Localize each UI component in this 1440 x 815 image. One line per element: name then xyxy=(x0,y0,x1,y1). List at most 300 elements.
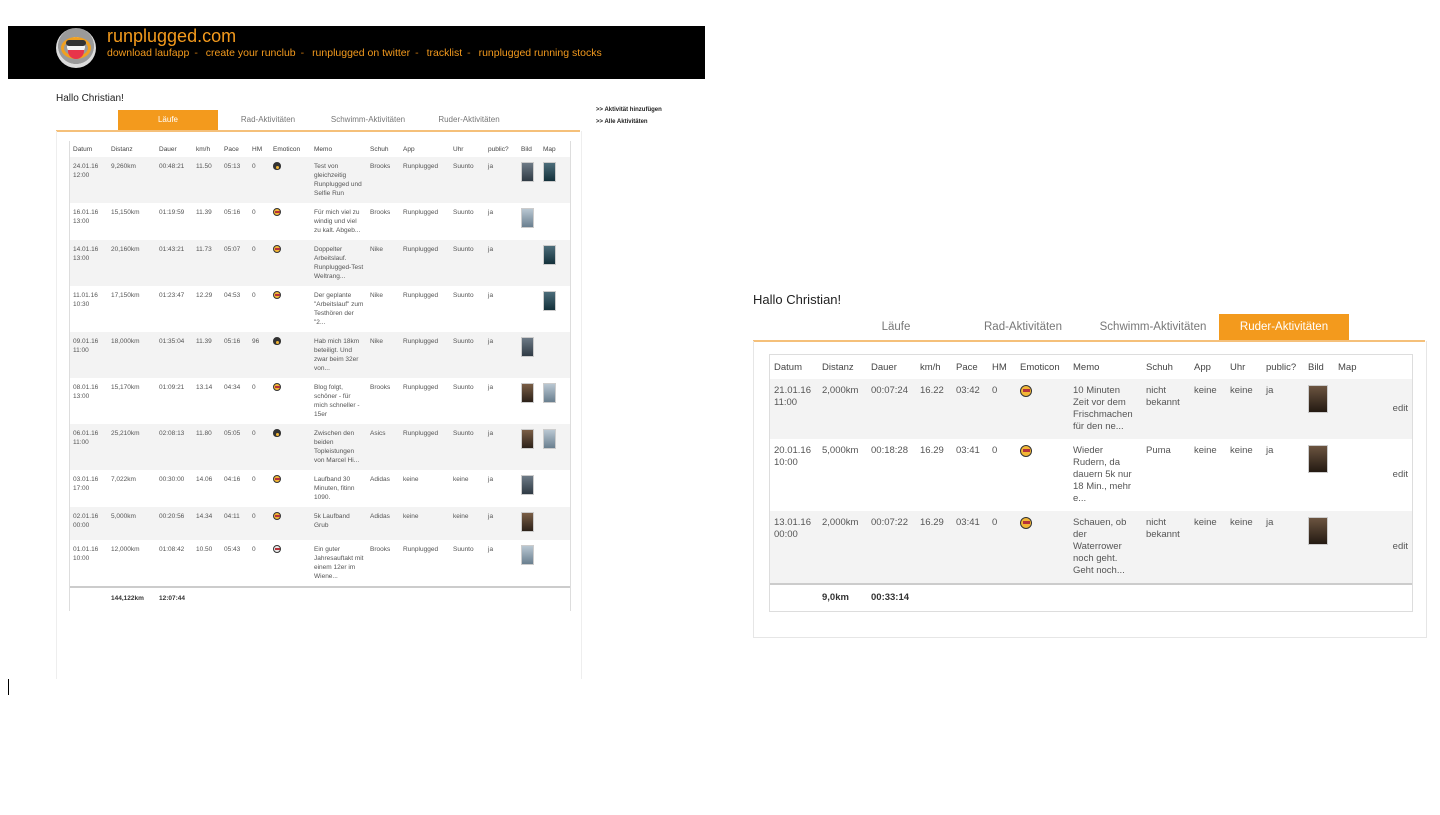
cell-kmh: 11.80 xyxy=(193,424,221,470)
cell-kmh: 11.50 xyxy=(193,157,221,203)
tab-rad-right[interactable]: Rad-Aktivitäten xyxy=(984,321,1062,333)
cell-pub: ja xyxy=(488,384,494,391)
cell-pub: ja xyxy=(485,157,518,203)
photo-thumbnail-icon[interactable] xyxy=(521,512,534,532)
emoticon-icon xyxy=(1020,385,1032,397)
cell-image xyxy=(518,424,540,470)
cell-image xyxy=(518,240,540,286)
column-header[interactable]: Memo xyxy=(1073,362,1100,373)
cell-dist: 2,000km xyxy=(818,511,867,584)
cell-watch: keine xyxy=(453,476,469,483)
cell-map xyxy=(540,540,570,587)
total-distance: 144,122km xyxy=(108,587,156,611)
cell-hm: 0 xyxy=(988,379,1016,439)
cell-dur: 01:35:04 xyxy=(156,332,193,378)
table-row[interactable] xyxy=(70,507,570,540)
photo-thumbnail-icon[interactable] xyxy=(521,208,534,228)
column-header[interactable]: App xyxy=(1194,362,1211,373)
cell-date: 20.01.16 10:00 xyxy=(774,445,811,468)
cell-map xyxy=(540,507,570,540)
column-header[interactable]: Schuh xyxy=(1146,362,1173,373)
cell-watch: Suunto xyxy=(453,209,474,216)
cell-memo: Hab mich 18km beteiligt. Und zwar beim 32er von... xyxy=(311,332,367,378)
total-spacer xyxy=(1142,584,1190,611)
cell-kmh: 16.29 xyxy=(920,445,944,456)
cell-dist: 5,000km xyxy=(108,507,156,540)
emoticon-icon xyxy=(273,383,281,391)
edit-link[interactable]: edit xyxy=(1392,469,1408,480)
cell-pace: 04:34 xyxy=(224,384,241,391)
column-header[interactable]: Bild xyxy=(521,146,532,153)
edit-link[interactable]: edit xyxy=(1392,541,1408,552)
photo-thumbnail-icon[interactable] xyxy=(521,162,534,182)
cell-shoe: Adidas xyxy=(367,507,400,540)
cell-hm: 0 xyxy=(249,240,270,286)
column-header[interactable]: Pace xyxy=(224,146,239,153)
cell-watch: Suunto xyxy=(450,240,485,286)
cell-shoe: Puma xyxy=(1146,445,1171,456)
cell-date: 14.01.16 13:00 xyxy=(70,240,108,286)
map-thumbnail-icon[interactable] xyxy=(543,383,556,403)
cell-dur: 00:30:00 xyxy=(159,476,185,483)
site-nav: download laufapp - create your runclub - runplugged on twitter - tracklist - runplugged running stocks xyxy=(107,47,602,59)
cell-watch: Suunto xyxy=(453,546,474,553)
cell-date: 02.01.16 00:00 xyxy=(70,507,108,540)
table-header-right xyxy=(770,355,1412,379)
cell-pace: 05:43 xyxy=(224,546,241,553)
cell-shoe: Asics xyxy=(367,424,400,470)
cell-emoticon xyxy=(1016,379,1069,439)
cell-date: 21.01.16 11:00 xyxy=(770,379,818,439)
tab-ruder-right[interactable]: Ruder-Aktivitäten xyxy=(1219,314,1349,340)
cell-date: 09.01.16 11:00 xyxy=(70,332,108,378)
total-spacer xyxy=(1262,584,1304,611)
cell-watch: Suunto xyxy=(450,157,485,203)
cell-emoticon xyxy=(270,424,311,470)
cell-shoe: Brooks xyxy=(370,546,391,553)
cell-hm: 0 xyxy=(992,445,998,456)
all-activities-link[interactable]: >> Alle Aktivitäten xyxy=(596,119,648,125)
tab-schwimm-right[interactable]: Schwimm-Aktivitäten xyxy=(1099,321,1207,333)
site-header xyxy=(8,26,705,79)
cell-emoticon xyxy=(270,378,311,424)
column-header[interactable]: Dauer xyxy=(159,146,177,153)
cell-pace: 05:05 xyxy=(221,424,249,470)
total-spacer xyxy=(367,587,400,611)
cell-map xyxy=(540,470,570,507)
photo-thumbnail-icon[interactable] xyxy=(1308,385,1328,413)
cell-emoticon xyxy=(270,286,311,332)
cell-kmh: 13.14 xyxy=(196,384,213,391)
cell-map xyxy=(540,286,570,332)
table-row[interactable] xyxy=(70,424,570,470)
cell-shoe: nicht bekannt xyxy=(1142,511,1190,584)
cell-watch: keine xyxy=(450,507,485,540)
emoticon-icon xyxy=(1020,517,1032,529)
greeting: Hallo Christian! xyxy=(56,93,124,104)
cell-memo: Wieder Rudern, da dauern 5k nur 18 Min., mehr e... xyxy=(1073,445,1132,504)
cell-map xyxy=(540,424,570,470)
cell-date: 01.01.16 10:00 xyxy=(73,546,99,562)
map-thumbnail-icon[interactable] xyxy=(543,429,556,449)
tab-laeufe-right[interactable]: Läufe xyxy=(881,321,911,333)
cell-pub: ja xyxy=(1266,445,1274,456)
cell-app: Runplugged xyxy=(400,157,450,203)
cell-dist: 18,000km xyxy=(108,332,156,378)
cell-kmh: 12.29 xyxy=(196,292,213,299)
cell-emoticon xyxy=(270,240,311,286)
cell-emoticon xyxy=(270,203,311,240)
column-header[interactable]: Memo xyxy=(314,146,333,153)
activity-tabs-right xyxy=(753,314,1425,342)
cell-pace: 05:16 xyxy=(221,332,249,378)
cell-pub: ja xyxy=(485,507,518,540)
cell-map xyxy=(1334,379,1412,439)
total-duration: 12:07:44 xyxy=(156,587,193,611)
cell-map xyxy=(540,240,570,286)
photo-thumbnail-icon[interactable] xyxy=(521,475,534,495)
table-row[interactable] xyxy=(70,470,570,507)
photo-thumbnail-icon[interactable] xyxy=(521,545,534,565)
total-spacer xyxy=(400,587,450,611)
cell-date: 03.01.16 17:00 xyxy=(73,476,99,492)
cell-map xyxy=(540,203,570,240)
cell-dist: 9,260km xyxy=(108,157,156,203)
cell-app: Runplugged xyxy=(400,240,450,286)
activity-table-right xyxy=(769,354,1413,612)
cell-memo: Zwischen den beiden Topleistungen von Marcel Hi... xyxy=(311,424,367,470)
column-header[interactable]: HM xyxy=(992,362,1007,373)
cell-emoticon xyxy=(270,507,311,540)
map-thumbnail-icon[interactable] xyxy=(543,162,556,182)
cell-pub: ja xyxy=(488,476,494,483)
cell-emoticon xyxy=(270,470,311,507)
total-spacer xyxy=(1304,584,1334,611)
cell-image xyxy=(518,157,540,203)
cell-kmh: 11.73 xyxy=(193,240,221,286)
cell-watch: Suunto xyxy=(450,424,485,470)
cell-app: keine xyxy=(1194,445,1217,456)
photo-thumbnail-icon[interactable] xyxy=(521,383,534,403)
total-spacer xyxy=(270,587,311,611)
table-row[interactable] xyxy=(70,332,570,378)
cell-dist: 17,150km xyxy=(111,292,140,299)
cell-dist: 25,210km xyxy=(108,424,156,470)
cell-memo: Test von gleichzeitig Runplugged und Selfie Run xyxy=(311,157,367,203)
total-distance: 9,0km xyxy=(818,584,867,611)
cell-dist: 15,150km xyxy=(111,209,140,216)
column-header[interactable]: Schuh xyxy=(370,146,389,153)
cell-pace: 03:42 xyxy=(952,379,988,439)
cell-date: 06.01.16 11:00 xyxy=(70,424,108,470)
cell-dur: 00:18:28 xyxy=(871,445,908,456)
cell-image xyxy=(518,332,540,378)
cell-dist: 12,000km xyxy=(111,546,140,553)
column-header[interactable]: Dauer xyxy=(871,362,897,373)
cell-hm: 0 xyxy=(252,292,256,299)
cell-pub: ja xyxy=(488,209,494,216)
cell-kmh: 11.39 xyxy=(193,332,221,378)
cell-kmh: 16.29 xyxy=(916,511,952,584)
cell-app: Runplugged xyxy=(403,384,439,391)
tab-rad[interactable]: Rad-Aktivitäten xyxy=(240,115,296,124)
runplugged-logo-icon[interactable] xyxy=(56,28,96,68)
cell-app: keine xyxy=(400,507,450,540)
column-header[interactable]: Map xyxy=(543,146,556,153)
column-header[interactable]: km/h xyxy=(196,146,211,153)
cell-pace: 05:13 xyxy=(221,157,249,203)
cell-kmh: 14.06 xyxy=(196,476,213,483)
nav-download-laufapp[interactable]: download laufapp xyxy=(107,47,190,59)
nav-running-stocks[interactable]: runplugged running stocks xyxy=(478,47,602,59)
cell-hm: 0 xyxy=(249,157,270,203)
cell-dur: 00:48:21 xyxy=(156,157,193,203)
cell-app: keine xyxy=(1190,511,1226,584)
cell-shoe: nicht bekannt xyxy=(1142,379,1190,439)
tab-laeufe[interactable]: Läufe xyxy=(118,110,218,130)
column-header[interactable]: Emoticon xyxy=(273,146,301,153)
cell-dur: 01:08:42 xyxy=(159,546,185,553)
cell-hm: 0 xyxy=(252,384,256,391)
cell-watch: Suunto xyxy=(453,384,474,391)
column-header[interactable]: public? xyxy=(1266,362,1297,373)
cell-pace: 05:07 xyxy=(221,240,249,286)
cell-app: Runplugged xyxy=(403,292,439,299)
cell-emoticon xyxy=(1016,511,1069,584)
emoticon-icon xyxy=(273,208,281,216)
cell-app: Runplugged xyxy=(400,332,450,378)
column-header[interactable]: Bild xyxy=(1308,362,1324,373)
cell-map xyxy=(1334,511,1412,584)
cell-map xyxy=(540,332,570,378)
cell-memo: Ein guter Jahresauftakt mit einem 12er im Wiene... xyxy=(314,546,364,580)
cell-image xyxy=(1304,511,1334,584)
column-header[interactable]: Distanz xyxy=(111,146,133,153)
cell-emoticon xyxy=(270,540,311,587)
photo-thumbnail-icon[interactable] xyxy=(521,337,534,357)
column-header[interactable]: public? xyxy=(488,146,509,153)
total-spacer xyxy=(1016,584,1069,611)
cell-dur: 00:20:56 xyxy=(156,507,193,540)
text-cursor xyxy=(8,679,9,695)
cell-watch: Suunto xyxy=(450,332,485,378)
table-row[interactable] xyxy=(70,286,570,332)
cell-hm: 96 xyxy=(249,332,270,378)
total-spacer xyxy=(450,587,485,611)
emoticon-icon xyxy=(273,429,281,437)
table-row[interactable] xyxy=(770,511,1412,584)
cell-hm: 0 xyxy=(249,424,270,470)
table-row[interactable] xyxy=(70,240,570,286)
cell-image xyxy=(1304,379,1334,439)
cell-shoe: Nike xyxy=(367,240,400,286)
cell-emoticon xyxy=(270,332,311,378)
cell-image xyxy=(518,470,540,507)
emoticon-icon xyxy=(1020,445,1032,457)
total-row xyxy=(70,587,570,611)
emoticon-icon xyxy=(273,245,281,253)
emoticon-icon xyxy=(273,337,281,345)
cell-memo: Für mich viel zu windig und viel zu kalt. Abgeb... xyxy=(314,209,361,234)
cell-dist: 5,000km xyxy=(822,445,859,456)
cell-memo: 5k Laufband Grub xyxy=(311,507,367,540)
column-header[interactable]: Distanz xyxy=(822,362,854,373)
cell-app: Runplugged xyxy=(403,209,439,216)
add-activity-link[interactable]: >> Aktivität hinzufügen xyxy=(596,107,662,113)
map-thumbnail-icon[interactable] xyxy=(543,291,556,311)
cell-map xyxy=(540,157,570,203)
cell-memo: Der geplante "Arbeitslauf" zum Testhören der "2... xyxy=(314,292,364,326)
cell-hm: 0 xyxy=(252,546,256,553)
nav-twitter[interactable]: runplugged on twitter xyxy=(312,47,411,59)
activity-tabs xyxy=(56,110,580,132)
side-links xyxy=(596,104,662,128)
nav-tracklist[interactable]: tracklist xyxy=(426,47,463,59)
cell-date: 24.01.16 12:00 xyxy=(70,157,108,203)
cell-shoe: Brooks xyxy=(370,384,391,391)
column-header[interactable]: Map xyxy=(1338,362,1357,373)
table-row[interactable] xyxy=(70,157,570,203)
column-header[interactable]: km/h xyxy=(920,362,941,373)
cell-pace: 03:41 xyxy=(956,445,980,456)
column-header[interactable]: Emoticon xyxy=(1020,362,1060,373)
cell-memo: 10 Minuten Zeit vor dem Frischmachen für den ne... xyxy=(1069,379,1142,439)
table-row[interactable] xyxy=(70,540,570,587)
cell-date: 08.01.16 13:00 xyxy=(73,384,99,400)
nav-create-runclub[interactable]: create your runclub xyxy=(205,47,296,59)
cell-dur: 01:23:47 xyxy=(159,292,185,299)
tab-schwimm[interactable]: Schwimm-Aktivitäten xyxy=(330,115,406,124)
cell-pub: ja xyxy=(485,332,518,378)
emoticon-icon xyxy=(273,475,281,483)
activity-table xyxy=(69,141,571,611)
column-header[interactable]: Uhr xyxy=(1230,362,1246,373)
cell-app: keine xyxy=(1190,379,1226,439)
cell-memo: Blog folgt, schöner - für mich schneller - 15er xyxy=(314,384,360,418)
site-title[interactable]: runplugged.com xyxy=(107,26,237,46)
cell-dur: 02:08:13 xyxy=(156,424,193,470)
cell-memo: Schauen, ob der Waterrower noch geht. Geht noch... xyxy=(1069,511,1142,584)
column-header[interactable]: Pace xyxy=(956,362,978,373)
column-header[interactable]: Datum xyxy=(73,146,93,153)
cell-pub: ja xyxy=(1262,379,1304,439)
cell-image xyxy=(518,507,540,540)
total-spacer xyxy=(988,584,1016,611)
cell-dist: 15,170km xyxy=(111,384,140,391)
cell-kmh: 10.50 xyxy=(196,546,213,553)
cell-hm: 0 xyxy=(988,511,1016,584)
cell-pace: 04:16 xyxy=(224,476,241,483)
cell-pub: ja xyxy=(485,424,518,470)
activity-panel xyxy=(56,131,582,679)
cell-memo: Doppelter Arbeitslauf. Runplugged-Test Weltrang... xyxy=(311,240,367,286)
cell-dist: 20,160km xyxy=(108,240,156,286)
cell-dur: 01:09:21 xyxy=(159,384,185,391)
cell-memo: Laufband 30 Minuten, fitinn 1090. xyxy=(314,476,355,501)
cell-image xyxy=(1304,439,1334,511)
total-row xyxy=(770,584,1412,611)
cell-shoe: Brooks xyxy=(367,157,400,203)
total-spacer xyxy=(485,587,518,611)
total-spacer xyxy=(518,587,540,611)
emoticon-icon xyxy=(273,291,281,299)
cell-emoticon xyxy=(270,157,311,203)
total-spacer xyxy=(540,587,570,611)
cell-watch: Suunto xyxy=(453,292,474,299)
cell-pace: 03:41 xyxy=(952,511,988,584)
photo-thumbnail-icon[interactable] xyxy=(1308,445,1328,473)
cell-kmh: 14.34 xyxy=(193,507,221,540)
cell-date: 16.01.16 13:00 xyxy=(73,209,99,225)
photo-thumbnail-icon[interactable] xyxy=(1308,517,1328,545)
cell-date: 11.01.16 10:30 xyxy=(73,292,98,308)
total-spacer xyxy=(311,587,367,611)
table-row[interactable] xyxy=(70,378,570,424)
table-header xyxy=(70,141,570,157)
column-header[interactable]: Uhr xyxy=(453,146,464,153)
cell-kmh: 11.39 xyxy=(196,209,212,216)
total-spacer xyxy=(1226,584,1262,611)
cell-image xyxy=(518,378,540,424)
total-duration: 00:33:14 xyxy=(867,584,916,611)
total-spacer xyxy=(916,584,952,611)
tab-ruder[interactable]: Ruder-Aktivitäten xyxy=(438,115,500,124)
cell-pace: 04:53 xyxy=(224,292,241,299)
cell-image xyxy=(518,286,540,332)
cell-shoe: Adidas xyxy=(370,476,390,483)
cell-shoe: Nike xyxy=(367,332,400,378)
emoticon-icon xyxy=(273,545,281,553)
cell-emoticon xyxy=(1016,439,1069,511)
cell-map xyxy=(1334,439,1412,511)
column-header[interactable]: App xyxy=(403,146,415,153)
edit-link[interactable]: edit xyxy=(1392,403,1408,414)
photo-thumbnail-icon[interactable] xyxy=(521,429,534,449)
cell-hm: 0 xyxy=(249,507,270,540)
cell-dist: 2,000km xyxy=(818,379,867,439)
total-spacer xyxy=(70,587,108,611)
column-header[interactable]: HM xyxy=(252,146,263,153)
cell-watch: keine xyxy=(1226,379,1262,439)
total-spacer xyxy=(193,587,221,611)
cell-dur: 01:19:59 xyxy=(159,209,185,216)
cell-app: keine xyxy=(403,476,419,483)
emoticon-icon xyxy=(273,512,281,520)
column-header[interactable]: Datum xyxy=(774,362,802,373)
table-row[interactable] xyxy=(70,203,570,240)
greeting-right: Hallo Christian! xyxy=(753,292,842,307)
total-spacer xyxy=(1069,584,1142,611)
total-spacer xyxy=(249,587,270,611)
cell-pace: 05:16 xyxy=(224,209,241,216)
table-row[interactable] xyxy=(770,379,1412,439)
total-spacer xyxy=(952,584,988,611)
cell-kmh: 16.22 xyxy=(916,379,952,439)
cell-dist: 7,022km xyxy=(111,476,136,483)
total-spacer xyxy=(1190,584,1226,611)
cell-pub: ja xyxy=(485,240,518,286)
cell-pub: ja xyxy=(488,546,494,553)
total-spacer xyxy=(221,587,249,611)
emoticon-icon xyxy=(273,162,281,170)
cell-dur: 00:07:24 xyxy=(867,379,916,439)
cell-pub: ja xyxy=(1262,511,1304,584)
cell-dur: 00:07:22 xyxy=(867,511,916,584)
map-thumbnail-icon[interactable] xyxy=(543,245,556,265)
cell-shoe: Brooks xyxy=(370,209,391,216)
table-row[interactable] xyxy=(770,439,1412,511)
cell-hm: 0 xyxy=(252,209,256,216)
